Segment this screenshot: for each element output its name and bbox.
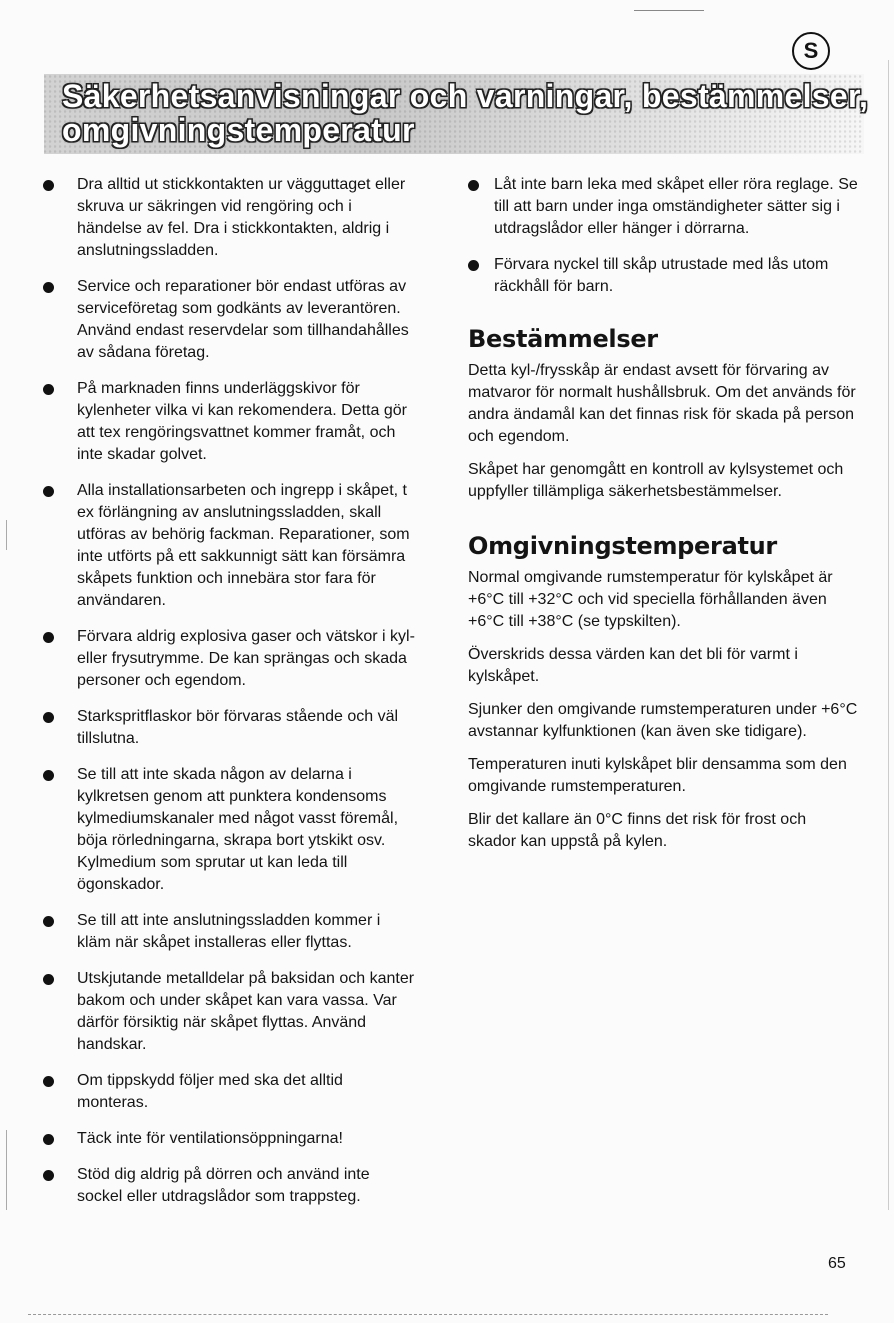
left-column xyxy=(40,174,418,1222)
omgivning-paragraph: Sjunker den omgivande rumstemperaturen under +6°C avstannar kylfunktionen (kan även ske tidigare). xyxy=(468,701,858,740)
list-item: Service och reparationer bör endast utföras av serviceföretag som godkänts av leverantören. Använd endast reservdelar som tillhandahålles av sådana företag. xyxy=(40,276,418,364)
list-item: Förvara aldrig explosiva gaser och vätskor i kyl- eller frysutrymme. De kan sprängas och skada personer och egendom. xyxy=(40,626,418,692)
right-column xyxy=(468,174,858,864)
list-item: Starkspritflaskor bör förvaras stående och väl tillslutna. xyxy=(40,706,418,750)
child-safety-list xyxy=(468,174,858,298)
omgivning-paragraph: Överskrids dessa värden kan det bli för varmt i kylskåpet. xyxy=(468,646,798,685)
language-badge xyxy=(792,32,830,70)
safety-list xyxy=(40,174,418,1208)
omgivning-heading: Omgivningstemperatur xyxy=(468,532,777,560)
bullet-icon xyxy=(43,1076,54,1087)
margin-mark xyxy=(6,1130,7,1210)
list-item: Se till att inte anslutningssladden kommer i kläm när skåpet installeras eller flyttas. xyxy=(40,910,418,954)
list-item: Stöd dig aldrig på dörren och använd inte sockel eller utdragslådor som trappsteg. xyxy=(40,1164,418,1208)
omgivning-paragraph: Blir det kallare än 0°C finns det risk för frost och skador kan uppstå på kylen. xyxy=(468,811,807,850)
list-item: Förvara nyckel till skåp utrustade med lås utom räckhåll för barn. xyxy=(468,254,858,298)
bestammelser-paragraph: Detta kyl-/frysskåp är endast avsett för förvaring av matvaror för normalt hushållsbruk. Om det används för andra ändamål kan det finnas risk för skada på person och egendom. xyxy=(468,362,856,445)
bullet-icon xyxy=(43,712,54,723)
section-banner xyxy=(44,74,869,154)
top-rule xyxy=(634,10,704,11)
margin-mark xyxy=(888,60,889,1210)
list-item: Låt inte barn leka med skåpet eller röra reglage. Se till att barn under inga omständigheter sätter sig i utdragslådor eller hänger i dörrarna. xyxy=(468,174,858,240)
bestammelser-heading: Bestämmelser xyxy=(468,325,658,353)
bullet-icon xyxy=(468,260,479,271)
bullet-icon xyxy=(468,180,479,191)
bullet-icon xyxy=(43,282,54,293)
banner-title-line1: Säkerhetsanvisningar och varningar, bestämmelser, xyxy=(62,78,869,114)
list-item: Dra alltid ut stickkontakten ur vägguttaget eller skruva ur säkringen vid rengöring och i händelse av fel. Dra i stickkontakten, aldrig i anslutningssladden. xyxy=(40,174,418,262)
margin-mark xyxy=(6,520,7,550)
bullet-icon xyxy=(43,916,54,927)
list-item: Se till att inte skada någon av delarna i kylkretsen genom att punktera kondensoms kylmediumskanaler med något vasst föremål, böja rörledningarna, skrapa bort ytskikt osv. Kylmedium som sprutar ut kan leda till ögonskador. xyxy=(40,764,418,896)
bestammelser-paragraph: Skåpet har genomgått en kontroll av kylsystemet och uppfyller tillämpliga säkerhetsbestämmelser. xyxy=(468,461,844,500)
page-number: 65 xyxy=(828,1255,846,1272)
bullet-icon xyxy=(43,632,54,643)
list-item: Täck inte för ventilationsöppningarna! xyxy=(40,1128,418,1150)
bottom-rule xyxy=(28,1314,828,1316)
bullet-icon xyxy=(43,974,54,985)
bullet-icon xyxy=(43,180,54,191)
banner-title-line2: omgivningstemperatur xyxy=(62,112,415,148)
omgivning-paragraph: Normal omgivande rumstemperatur för kylskåpet är +6°C till +32°C och vid speciella förhållanden även +6°C till +38°C (se typskilten). xyxy=(468,569,833,630)
list-item: Utskjutande metalldelar på baksidan och kanter bakom och under skåpet kan vara vassa. Var därför försiktig när skåpet flyttas. Använd handskar. xyxy=(40,968,418,1056)
list-item: Alla installationsarbeten och ingrepp i skåpet, t ex förlängning av anslutningssladden, skall utföras av behörig fackman. Reparationer, som inte utförts på ett sakkunnigt sätt kan försämra skåpets funktion och innebära stor fara för användaren. xyxy=(40,480,418,612)
bullet-icon xyxy=(43,770,54,781)
list-item: Om tippskydd följer med ska det alltid monteras. xyxy=(40,1070,418,1114)
bullet-icon xyxy=(43,1170,54,1181)
bullet-icon xyxy=(43,1134,54,1145)
language-badge-label: S xyxy=(803,38,819,63)
list-item: På marknaden finns underläggskivor för kylenheter vilka vi kan rekomendera. Detta gör att tex rengöringsvattnet kommer framåt, och inte skadar golvet. xyxy=(40,378,418,466)
omgivning-paragraph: Temperaturen inuti kylskåpet blir densamma som den omgivande rumstemperaturen. xyxy=(468,756,847,795)
bullet-icon xyxy=(43,486,54,497)
bullet-icon xyxy=(43,384,54,395)
